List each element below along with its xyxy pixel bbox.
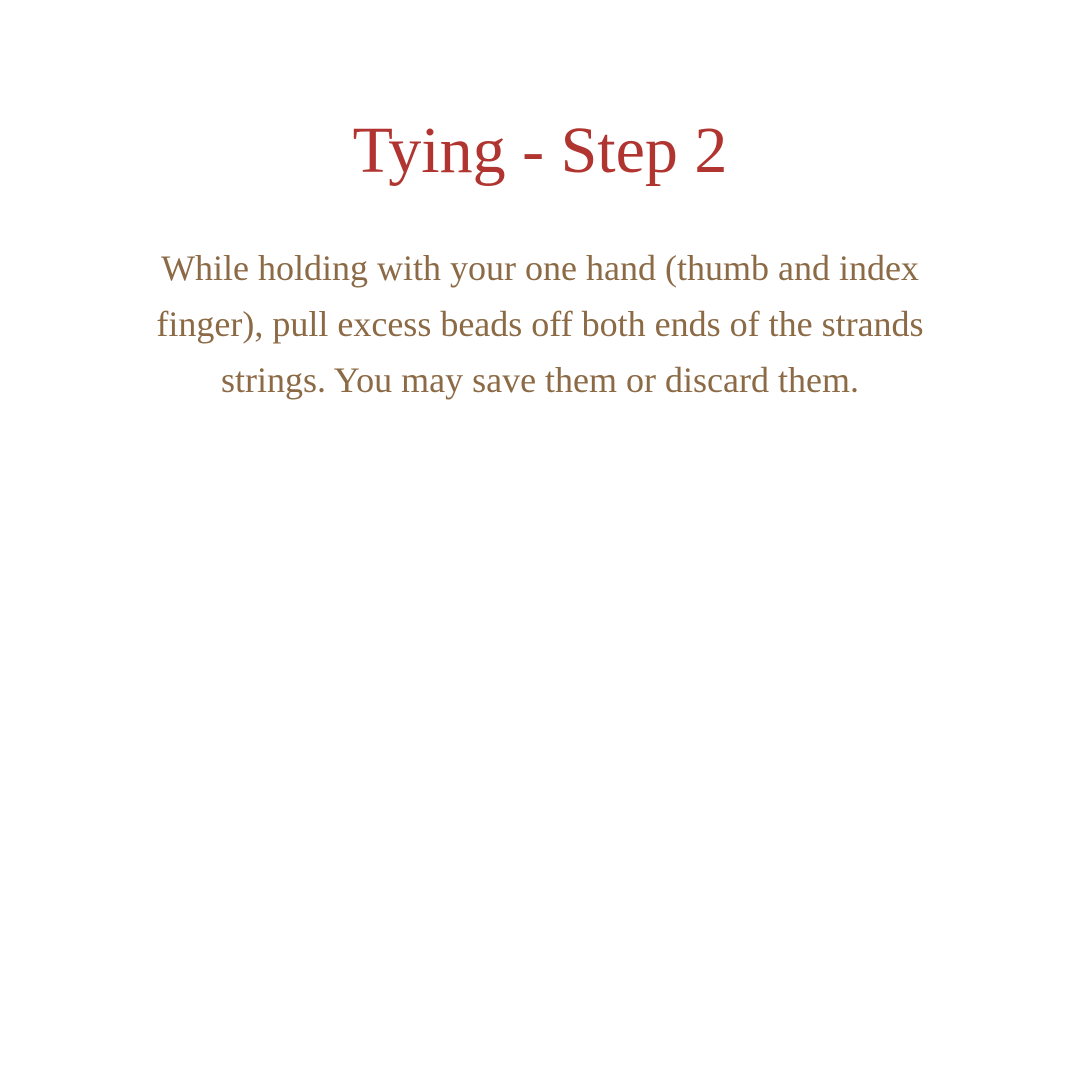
instruction-text: While holding with your one hand (thumb and index finger), pull excess beads off both ends of the strands strings. You may save them or discard them. <box>156 248 924 400</box>
slide-title: Tying - Step 2 <box>352 114 728 187</box>
